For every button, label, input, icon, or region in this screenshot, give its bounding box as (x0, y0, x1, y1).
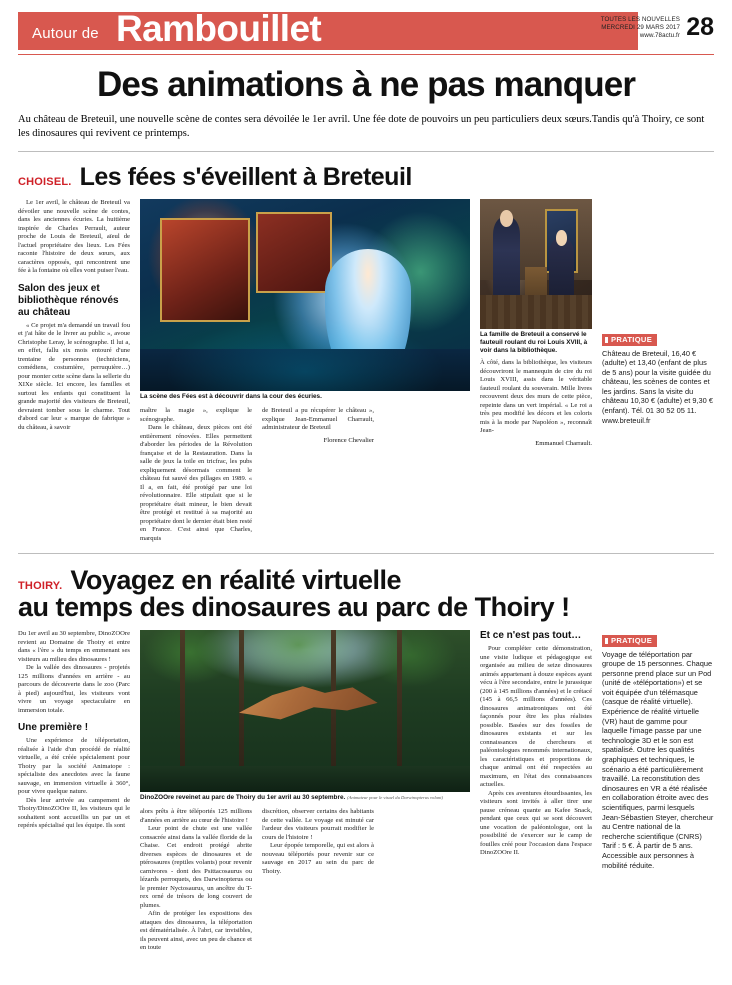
article2-column-3 (262, 808, 374, 876)
article1-kicker: CHOISEL. (18, 176, 72, 188)
article2-photo-caption (140, 794, 470, 802)
section-divider (18, 151, 714, 152)
article2-header (18, 566, 714, 595)
publication-date: MERCREDI 29 MARS 2017 (601, 24, 680, 31)
article1-column-4 (480, 199, 592, 447)
article1-header (18, 164, 714, 191)
article1-c1-p1: Le 1er avril, le château de Breteuil va dévoiler une nouvelle scène de contes, dans les anciennes écuries. La huitième inspirée de Charles Perrault, auteur proche de Louis de Breteuil, aïeul de l'actuel propriétaire des lieux. Les Fées raconte l'histoire de deux sœurs, aux caractères opposés, qui rencontrent une fée à la fontaine où elles vont puiser l'eau. (18, 199, 130, 274)
article2-photo-credit: (Animateur pour le visuel du Darwinopterus volant) (347, 795, 444, 800)
masthead (18, 8, 714, 54)
article2-main-photo (140, 630, 470, 792)
article2-c1-p3: Une expérience de téléportation, réalisée à l'aide d'un procédé de réalité virtuelle, a été créée spécialement pour Thoiry par la société Animatope : spécialiste des anecdotes avec la faune sauvage, en immersion virtuelle à 360°, pour vivre quelque nature. (18, 737, 130, 795)
article2-pratique-box (602, 630, 714, 870)
article1-byline: Florence Chevalier (323, 436, 374, 444)
article2-c1-p4: Dès leur arrivée au campement de Thoiry/DinoZOOre II, les visiteurs qui le souhaitent sont accueillis un par un et repérés spécialisé qui les équipe. Ils sont (18, 796, 130, 829)
page-standfirst: Au château de Breteuil, une nouvelle scène de contes sera dévoilée le 1er avril. Une fée dote de pouvoirs un peu particuliers deux sœurs.Tandis qu'à Thoiry, ce sont les dinosaures qui revivent ce printemps. (18, 114, 705, 139)
publication-website: www.78actu.fr (639, 32, 680, 39)
article1-c4-p1: À côté, dans la bibliothèque, les visiteurs découvriront le mannequin de cire du roi Louis XVIII, assis dans le véritable fauteuil roulant du souverain. Mille livres recouvrent deux des murs de cette pièce, repeinte dans un vert impérial. « Le roi a très peu modifié les décors et les coloris mis à la mode par Napoléon », reconnaît Jean- (480, 359, 592, 434)
article2-title-line2: au temps des dinosaures au parc de Thoiry ! (18, 592, 570, 622)
article1-c2-p2: Dans le château, deux pièces ont été entièrement rénovées. Elles permettent d'aborder les périodes de la Révolution française et de la Restauration. Dans la salle de jeux la toile en tricfrac, les pubs expliquement désormais comment le château fut sauvé des pillages en 1989. « Il a, en fait, été protégé par une loi révolutionnaire. Elle stipulait que si le propriétaire était mineur, le bien devait être protégé et restitué à sa majorité au propriétaire dont le dernier était bien resté en France. C'est ainsi que Charles, marquis (140, 424, 252, 542)
article1-column-1 (18, 199, 130, 432)
article2-subhead-1: Une première ! (18, 722, 89, 733)
masthead-rule (18, 54, 714, 55)
article1-main-photo (140, 199, 470, 391)
article2-columns (18, 630, 714, 953)
photo-wood-floor (480, 295, 592, 329)
article2-subhead-2: Et ce n'est pas tout… (480, 630, 582, 641)
article2-kicker: THOIRY. (18, 580, 63, 592)
article2-c1-p2: De la vallée des dinosaures - projetés 125 millions d'années en arrière - au parcours de découverte dans le zoo (Parc à pied) aujourd'hui, les visiteurs vont vivre un voyage spectaculaire en immersion totale. (18, 664, 130, 714)
article2-column-1 (18, 630, 130, 831)
newspaper-page (0, 8, 732, 985)
masthead-prefix: Autour de (32, 25, 99, 42)
page-number: 28 (686, 13, 714, 41)
article1-c3-p1: de Breteuil a pu récupérer le château », explique Jean-Emmanuel Charrault, administrateur de Breteuil (262, 407, 374, 431)
article1-pratique-text: Château de Breteuil, 16,40 € (adulte) et 13,40 (enfant de plus de 5 ans) pour la visite guidée du château, les scènes de contes et les jardins. Sans la visite du château 10,30 € (adulte) et 9,30 € (enfant). Tél. 01 30 52 05 11. www.breteuil.fr (602, 348, 713, 425)
article2-c4-p2: Après ces aventures étourdissantes, les visiteurs sont invités à aller tirer une pause créneau quante au Kafee Snack, pendant que ceux qui se sont découvert une vocation de paléontologue, ont la possibilité de s'exercer sur le camp de fouilles créé pour l'occasion dans l'espace DinoZOOre II. (480, 789, 592, 856)
article2-c1-p1: Du 1er avril au 30 septembre, DinoZOOre revient au Domaine de Thoiry et entre dans « l'ère » du temps en emmenant ses visiteurs au milieu des dinosaures ! (18, 630, 130, 663)
photo-ground (140, 766, 470, 792)
article1-column-2 (140, 407, 252, 543)
article1-column-3 (262, 407, 374, 444)
section-divider-2 (18, 553, 714, 554)
article1-side-photo-caption: La famille de Breteuil a conservé le fauteuil roulant du roi Louis XVIII, à voir dans la bibliothèque. (480, 331, 588, 354)
article2-column-4 (480, 630, 592, 858)
article2-photo-caption-text: DinoZOOre reveinet au parc de Thoiry du 1er avril au 30 septembre. (140, 794, 346, 801)
article1-byline-cont: Emmanuel Charrault. (535, 439, 592, 447)
page-title: Des animations à ne pas manquer (96, 65, 636, 104)
article2-c3-p1: discrétion, observer certains des habitants de cette vallée. Le voyage est minuté car l'ardeur des visiteurs pourrait modifier le cours de l'histoire ! (262, 808, 374, 841)
article1-pratique-box (602, 199, 714, 425)
photo-glow (140, 199, 470, 391)
article2-pratique-label: PRATIQUE (602, 635, 657, 647)
article1-pratique-label: PRATIQUE (602, 334, 657, 346)
article2-pratique-text: Voyage de téléportation par groupe de 15 personnes. Chaque personne prend place sur un Pod (unité de «téléportation») et se voit équipée d'un télémasque (casque de réalité virtuelle). Expérience de réalité virtuelle (VR) haut de gamme pour laquelle l'image passe par une technologie 3D et le son est spatialisé. Outre les qualités graphiques et techniques, le scénario a été particulièrement travaillé. La reconstitution des dinosaures en VR a été réalisée en collaboration étroite avec des scientifiques, parmi lesquels Jean-Sébastien Steyer, chercheur au Centre national de la recherche scientifique (CNRS) Tarif : 5 €. À partir de 5 ans. Accessible aux personnes à mobilité réduite. (602, 649, 714, 870)
article2-c2-p3: Afin de protéger les expositions des attaques des dinosaures, la téléportation est dématérialisée. À l'abri, car invisibles, ils peuvent ainsi, avec un peu de chance et en toute (140, 910, 252, 951)
article2-center-block (140, 630, 470, 953)
article2-c3-p2: Leur épopée temporelle, qui est alors à nouveau téléportés pour revenir sur ce sauvage en 2017 au sein du parc de Thoiry. (262, 842, 374, 875)
article1-c1-p2: « Ce projet m'a demandé un travail fou et j'ai hâte de le livrer au public », avoue Christophe Leray, le scénographe. Il lui a, en effet, fallu six mois entouré d'une trentaine de personnes (techniciens, comédiens, costumière, perruquière…) pour monter cette scène dans la sellerie du XIXe siècle. Ici encore, les familles et surtout les enfants qui constituent la grande majorité des visiteurs de Breteuil, devraient tomber sous le charme. Tout d'abord car leur « marque de fabrique » du château, à savoir (18, 321, 130, 431)
masthead-town: Rambouillet (116, 8, 322, 49)
publication-name: TOUTES LES NOUVELLES (600, 16, 680, 23)
article2-c2-p2: Leur point de chute est une vallée consacrée ainsi dans la vallée floride de la Chaise. Cet endroit protégé abrite diverses espèces de dinosaures et de ptérosaures (reptiles volants) pour revenir carnivores - dont des Psittacosaurus ou lézards perroquets, des Darwinopterus ou le premier Nyctosaurus, un ancêtre du T-rex orné de trésors de long couvert de plumes. (140, 825, 252, 909)
article1-main-photo-caption: La scène des Fées est à découvrir dans la cour des écuries. (140, 393, 322, 400)
article1-center-block (140, 199, 470, 543)
article2-column-2 (140, 808, 252, 953)
article2-c4-p1: Pour compléter cette démonstration, une visite ludique et pédagogique est organisée au milieu de seize dinosaures animés appartenant à douze espèces ayant vécu à l'ère secondaire, entre le jurassique (200 à 145 millions d'années) et le crétacé (145 à 66,5 millions d'années). Ces dinosaures animatroniques ont été façonnés pour être les plus réalistes possible. Basées sur des fossiles de dinosaures existants et sur les connaissances de chercheurs et paléontologues renommés internationaux, les caractéristiques et proportions de chaque animal ont été respectées au maximum, en l'état des connaissances actuelles. (480, 645, 592, 788)
masthead-meta (601, 16, 680, 40)
article1-columns (18, 199, 714, 543)
article1-side-photo (480, 199, 592, 329)
article1-subhead: Salon des jeux et bibliothèque rénovés au château (18, 282, 119, 318)
article1-c2-p1: maître la magie », explique le scénographe. (140, 407, 252, 423)
article2-c2-p1: alors prêts à être téléportés 125 millions d'années en arrière au cœur de l'histoire ! (140, 808, 252, 824)
article1-title: Les fées s'éveillent à Breteuil (79, 163, 412, 191)
article2-title-line1: Voyagez en réalité virtuelle (70, 565, 402, 595)
masthead-band (18, 12, 638, 50)
pratique-spacer (602, 199, 714, 329)
